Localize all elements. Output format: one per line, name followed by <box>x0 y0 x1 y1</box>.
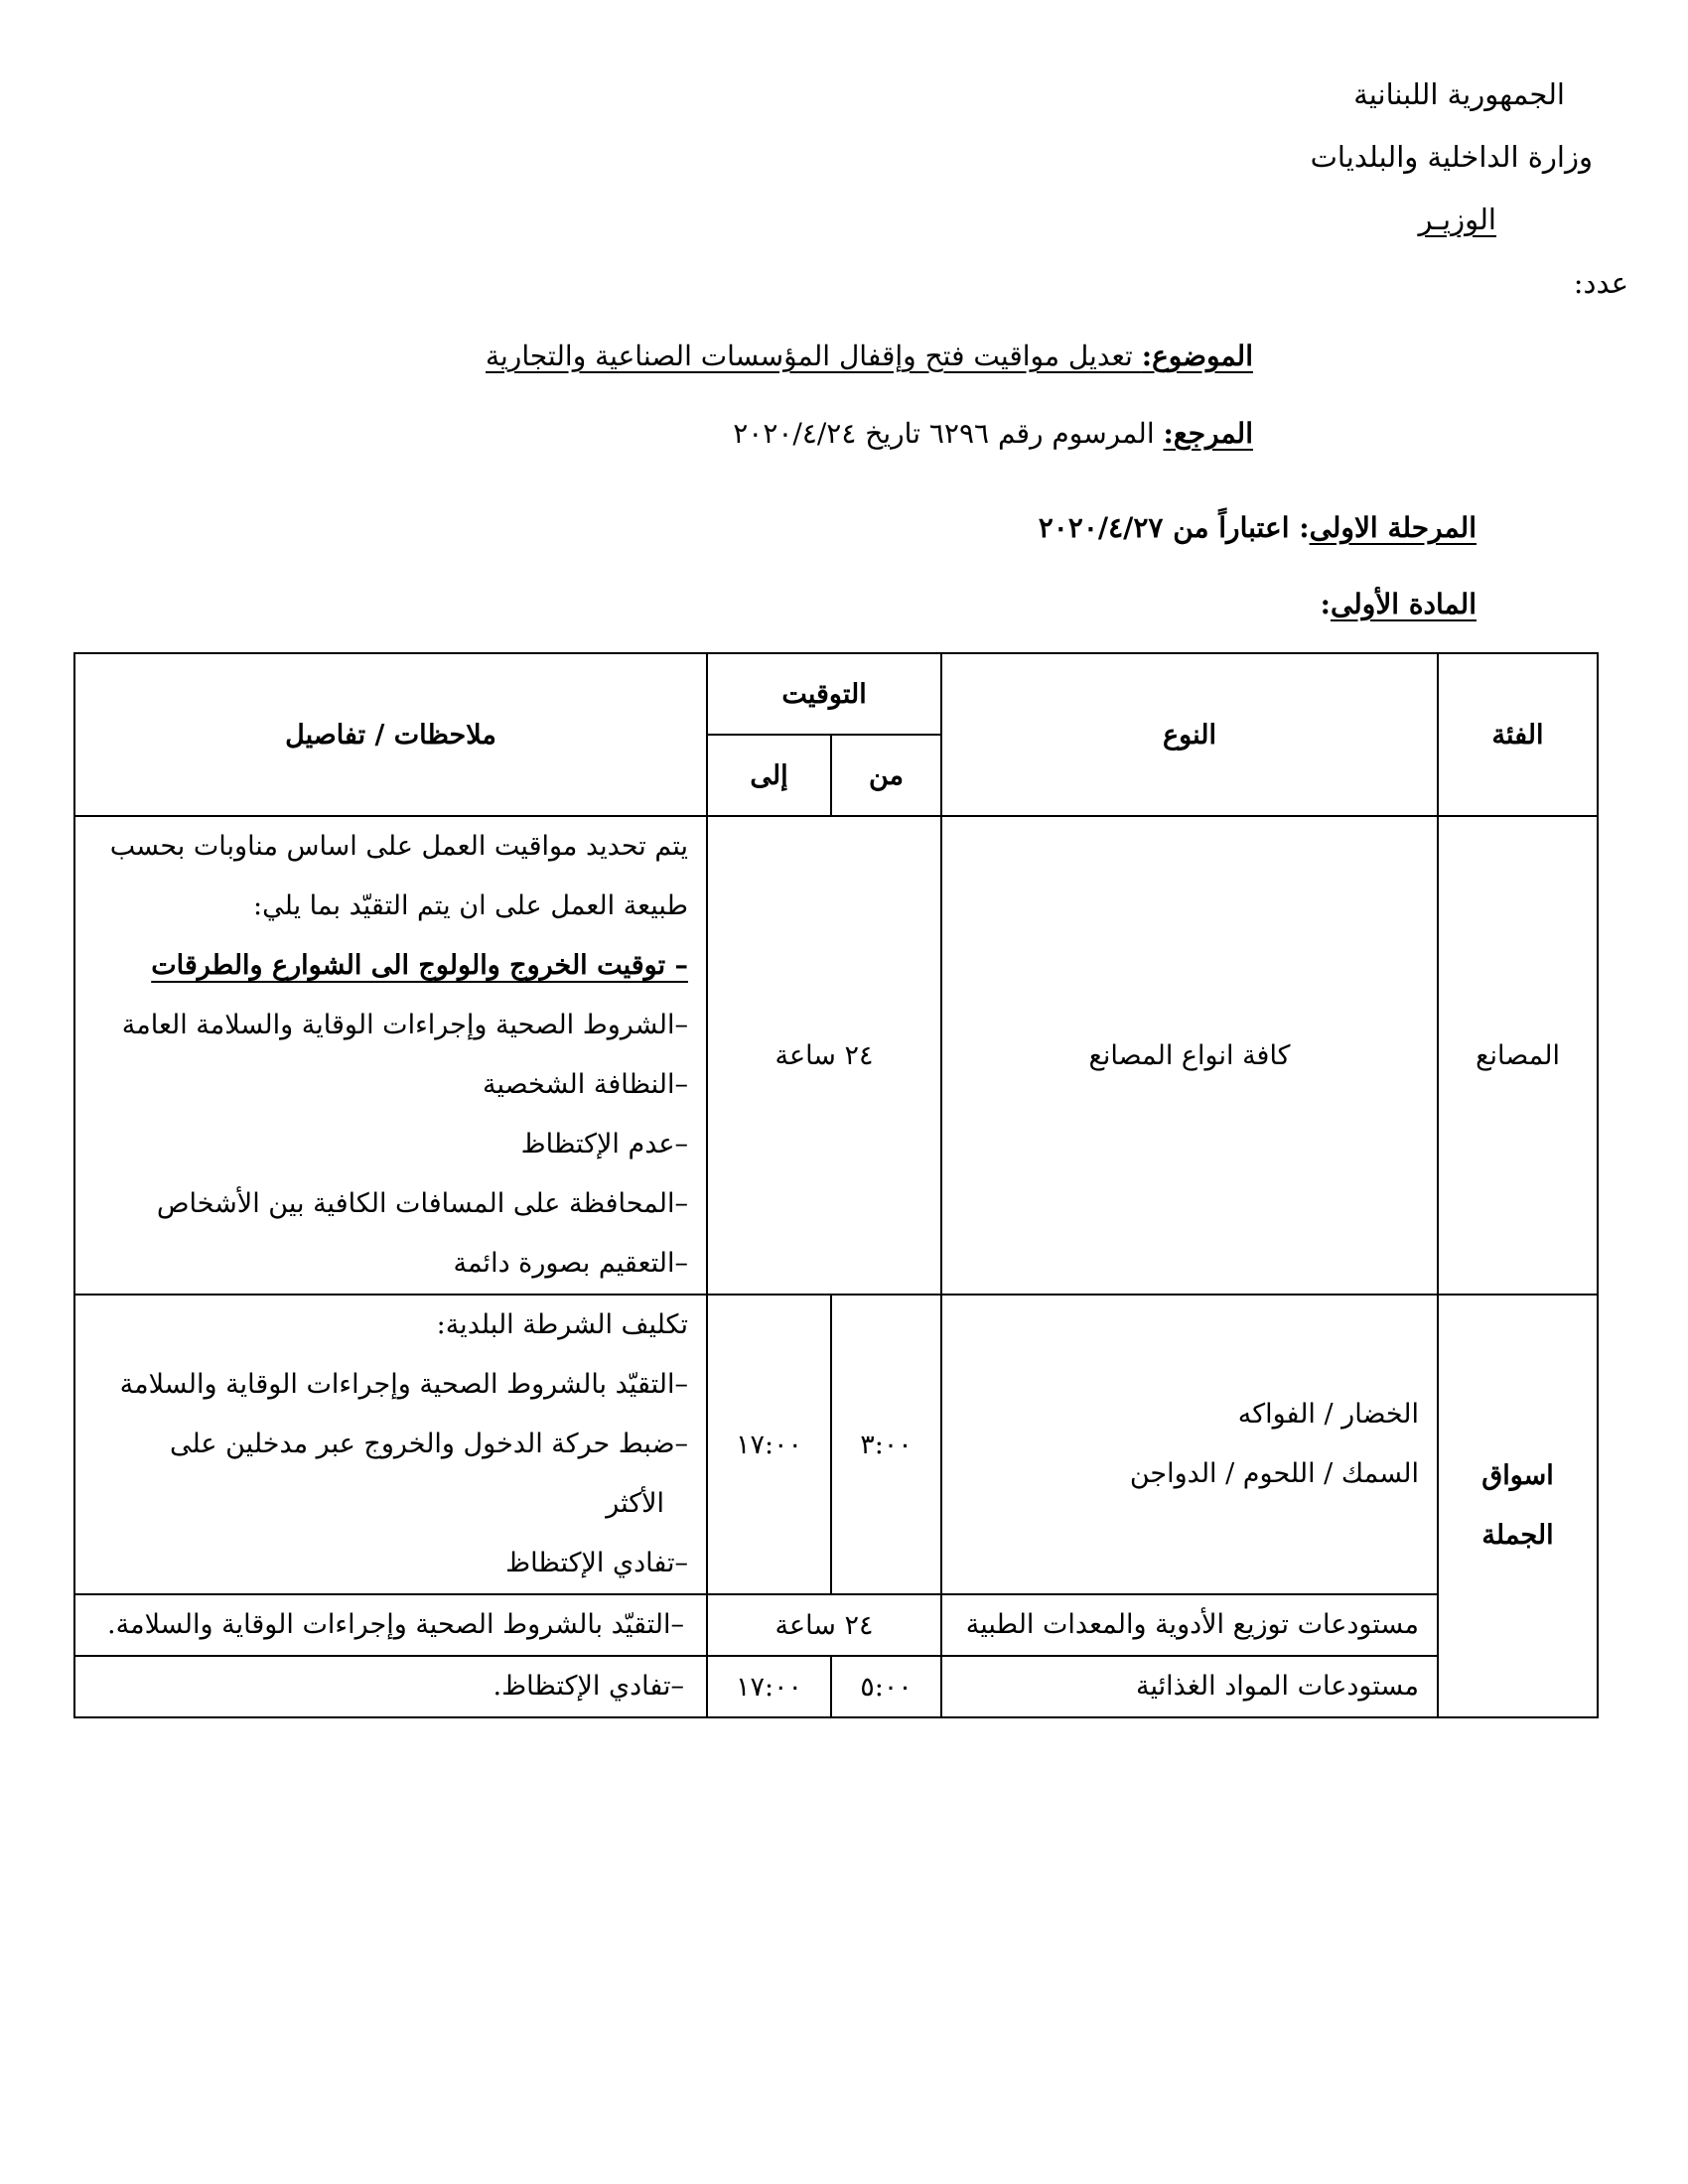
row-from: ٣:٠٠ <box>831 1295 941 1594</box>
article-label: المادة الأولى <box>1330 588 1477 620</box>
row-from: ٥:٠٠ <box>831 1656 941 1717</box>
phase-text: : اعتباراً من ٢٠٢٠/٤/٢٧ <box>1038 511 1310 544</box>
subject-label: الموضوع: <box>1141 340 1253 372</box>
wholesale-label: اسواق الجملة <box>1481 1460 1554 1551</box>
note-line: يتم تحديد مواقيت العمل على اساس مناوبات بحسب <box>109 831 688 862</box>
row-notes <box>74 1295 707 1594</box>
row-notes <box>74 816 707 1295</box>
type-line: السمك / اللحوم / الدواجن <box>1129 1458 1420 1489</box>
subject-text: تعديل مواقيت فتح وإقفال المؤسسات الصناعية والتجارية <box>486 340 1142 372</box>
table-row <box>74 1656 1598 1717</box>
row-timing: ٢٤ ساعة <box>707 816 941 1295</box>
minister-title: الوزيـر <box>1418 203 1496 236</box>
reference-text: المرسوم رقم ٦٢٩٦ تاريخ ٢٠٢٠/٤/٢٤ <box>733 417 1164 450</box>
row-type: مستودعات المواد الغذائية <box>941 1656 1438 1717</box>
table-row <box>74 816 1598 1295</box>
schedule-table <box>73 652 1599 1718</box>
row-to: ١٧:٠٠ <box>707 1656 831 1717</box>
table-header-row <box>74 653 1598 735</box>
row-to: ١٧:٠٠ <box>707 1295 831 1594</box>
header-category: الفئة <box>1438 653 1598 816</box>
article-line <box>1321 588 1477 620</box>
header-type: النوع <box>941 653 1438 816</box>
note-line <box>93 936 688 996</box>
header-notes: ملاحظات / تفاصيل <box>74 653 707 816</box>
note-line: –عدم الإكتظاظ <box>520 1129 688 1160</box>
row-type <box>941 1295 1438 1594</box>
note-line: طبيعة العمل على ان يتم التقيّد بما يلي: <box>253 890 688 921</box>
type-line: الخضار / الفواكه <box>1237 1399 1420 1430</box>
republic-name: الجمهورية اللبنانية <box>1353 77 1565 111</box>
number-label: عدد: <box>1573 266 1628 300</box>
row-type: مستودعات توزيع الأدوية والمعدات الطبية <box>941 1594 1438 1656</box>
note-line: الأكثر <box>606 1488 664 1519</box>
phase-line <box>1039 511 1477 544</box>
note-line: تكليف الشرطة البلدية: <box>436 1309 688 1340</box>
subject-line <box>486 340 1253 372</box>
header-timing: التوقيت <box>707 653 941 735</box>
note-line: –المحافظة على المسافات الكافية بين الأشخاص <box>156 1188 688 1219</box>
article-text: : <box>1320 588 1331 620</box>
note-line: –الشروط الصحية وإجراءات الوقاية والسلامة العامة <box>121 1010 688 1040</box>
note-line: –التقيّد بالشروط الصحية وإجراءات الوقاية والسلامة <box>119 1369 688 1400</box>
row-notes: –التقيّد بالشروط الصحية وإجراءات الوقاية والسلامة. <box>74 1594 707 1656</box>
header-from: من <box>831 735 941 816</box>
reference-line <box>733 417 1253 450</box>
phase-label: المرحلة الاولى <box>1309 511 1477 544</box>
note-line: –التعقيم بصورة دائمة <box>453 1248 688 1279</box>
row-type: كافة انواع المصانع <box>941 816 1438 1295</box>
header-to: إلى <box>707 735 831 816</box>
reference-label: المرجع: <box>1163 417 1253 450</box>
row-timing: ٢٤ ساعة <box>707 1594 941 1656</box>
note-line: –تفادي الإكتظاظ <box>505 1548 688 1578</box>
note-line-bold: – توقيت الخروج والولوج الى الشوارع والطرقات <box>151 950 688 981</box>
table-row <box>74 1594 1598 1656</box>
note-line: –النظافة الشخصية <box>483 1069 688 1100</box>
row-category: المصانع <box>1438 816 1598 1295</box>
note-line: –ضبط حركة الدخول والخروج عبر مدخلين على <box>169 1429 688 1459</box>
row-category-wholesale <box>1438 1295 1598 1717</box>
row-notes: –تفادي الإكتظاظ. <box>74 1656 707 1717</box>
table-row <box>74 1295 1598 1594</box>
ministry-name: وزارة الداخلية والبلديات <box>1310 140 1593 174</box>
